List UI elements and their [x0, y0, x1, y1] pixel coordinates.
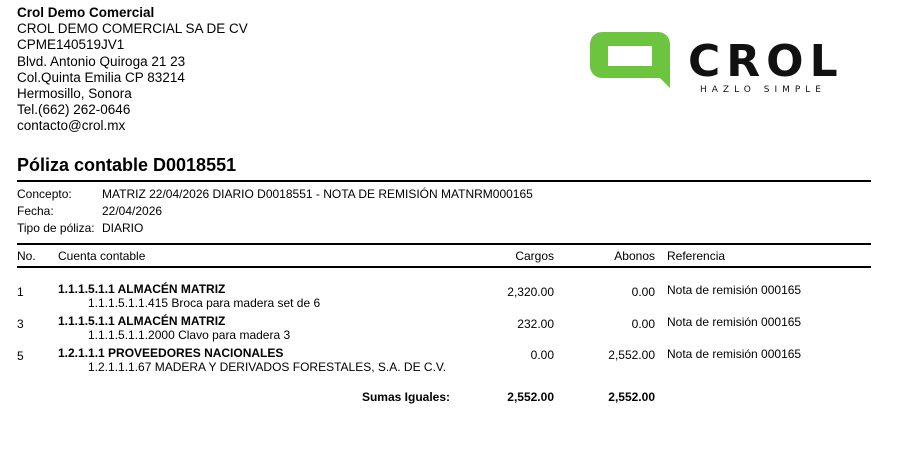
- row-no: 3: [17, 317, 24, 331]
- col-header-cargos: Cargos: [515, 249, 554, 263]
- crol-logo: [588, 30, 872, 96]
- logo-wordmark: CROL: [688, 36, 844, 87]
- table-top-divider: [17, 243, 871, 245]
- company-legal-name: CROL DEMO COMERCIAL SA DE CV: [17, 21, 248, 37]
- policy-type-value: DIARIO: [102, 221, 144, 235]
- row-account: 1.1.1.5.1.1 ALMACÉN MATRIZ: [58, 314, 226, 328]
- company-rfc: CPME140519JV1: [17, 37, 125, 53]
- row-subaccount: 1.1.1.5.1.1.2000 Clavo para madera 3: [88, 328, 291, 342]
- company-address-line1: Blvd. Antonio Quiroga 21 23: [17, 53, 186, 69]
- company-phone: Tel.(662) 262-0646: [17, 102, 131, 118]
- row-abonos: 0.00: [631, 285, 655, 299]
- col-header-abonos: Abonos: [614, 249, 655, 263]
- row-abonos: 0.00: [631, 317, 655, 331]
- col-header-no: No.: [17, 249, 36, 263]
- row-cargos: 2,320.00: [507, 285, 554, 299]
- row-referencia: Nota de remisión 000165: [667, 347, 802, 361]
- row-subaccount: 1.2.1.1.1.67 MADERA Y DERIVADOS FORESTALES, S.A. DE C.V.: [88, 360, 447, 374]
- title-divider: [17, 180, 871, 182]
- table-header-divider: [17, 266, 871, 268]
- totals-cargos: 2,552.00: [507, 390, 554, 404]
- company-address-line2: Col.Quinta Emilia CP 83214: [17, 69, 185, 85]
- policy-type-label: Tipo de póliza:: [17, 221, 95, 235]
- company-email: contacto@crol.mx: [17, 118, 126, 134]
- totals-label: Sumas Iguales:: [361, 390, 450, 404]
- row-account: 1.2.1.1.1 PROVEEDORES NACIONALES: [58, 346, 284, 360]
- row-cargos: 0.00: [530, 348, 554, 362]
- company-name: Crol Demo Comercial: [17, 5, 155, 20]
- logo-tagline: HAZLO SIMPLE: [700, 85, 826, 95]
- company-info: [17, 5, 248, 135]
- totals-abonos: 2,552.00: [608, 390, 655, 404]
- row-subaccount: 1.1.1.5.1.1.415 Broca para madera set de 6: [88, 296, 321, 310]
- row-cargos: 232.00: [517, 317, 554, 331]
- concept-value: MATRIZ 22/04/2026 DIARIO D0018551 - NOTA DE REMISIÓN MATNRM000165: [102, 187, 533, 201]
- crol-logo-mark: [588, 30, 872, 96]
- row-account: 1.1.1.5.1.1 ALMACÉN MATRIZ: [58, 282, 226, 296]
- row-referencia: Nota de remisión 000165: [667, 283, 802, 297]
- concept-label: Concepto:: [17, 187, 72, 201]
- date-value: 22/04/2026: [102, 204, 163, 218]
- company-city: Hermosillo, Sonora: [17, 86, 132, 102]
- col-header-referencia: Referencia: [667, 249, 726, 263]
- col-header-account: Cuenta contable: [58, 249, 146, 263]
- page-title: Póliza contable D0018551: [17, 155, 237, 175]
- row-no: 5: [17, 349, 24, 363]
- row-referencia: Nota de remisión 000165: [667, 315, 802, 329]
- date-label: Fecha:: [17, 204, 54, 218]
- row-no: 1: [17, 285, 24, 299]
- row-abonos: 2,552.00: [608, 348, 655, 362]
